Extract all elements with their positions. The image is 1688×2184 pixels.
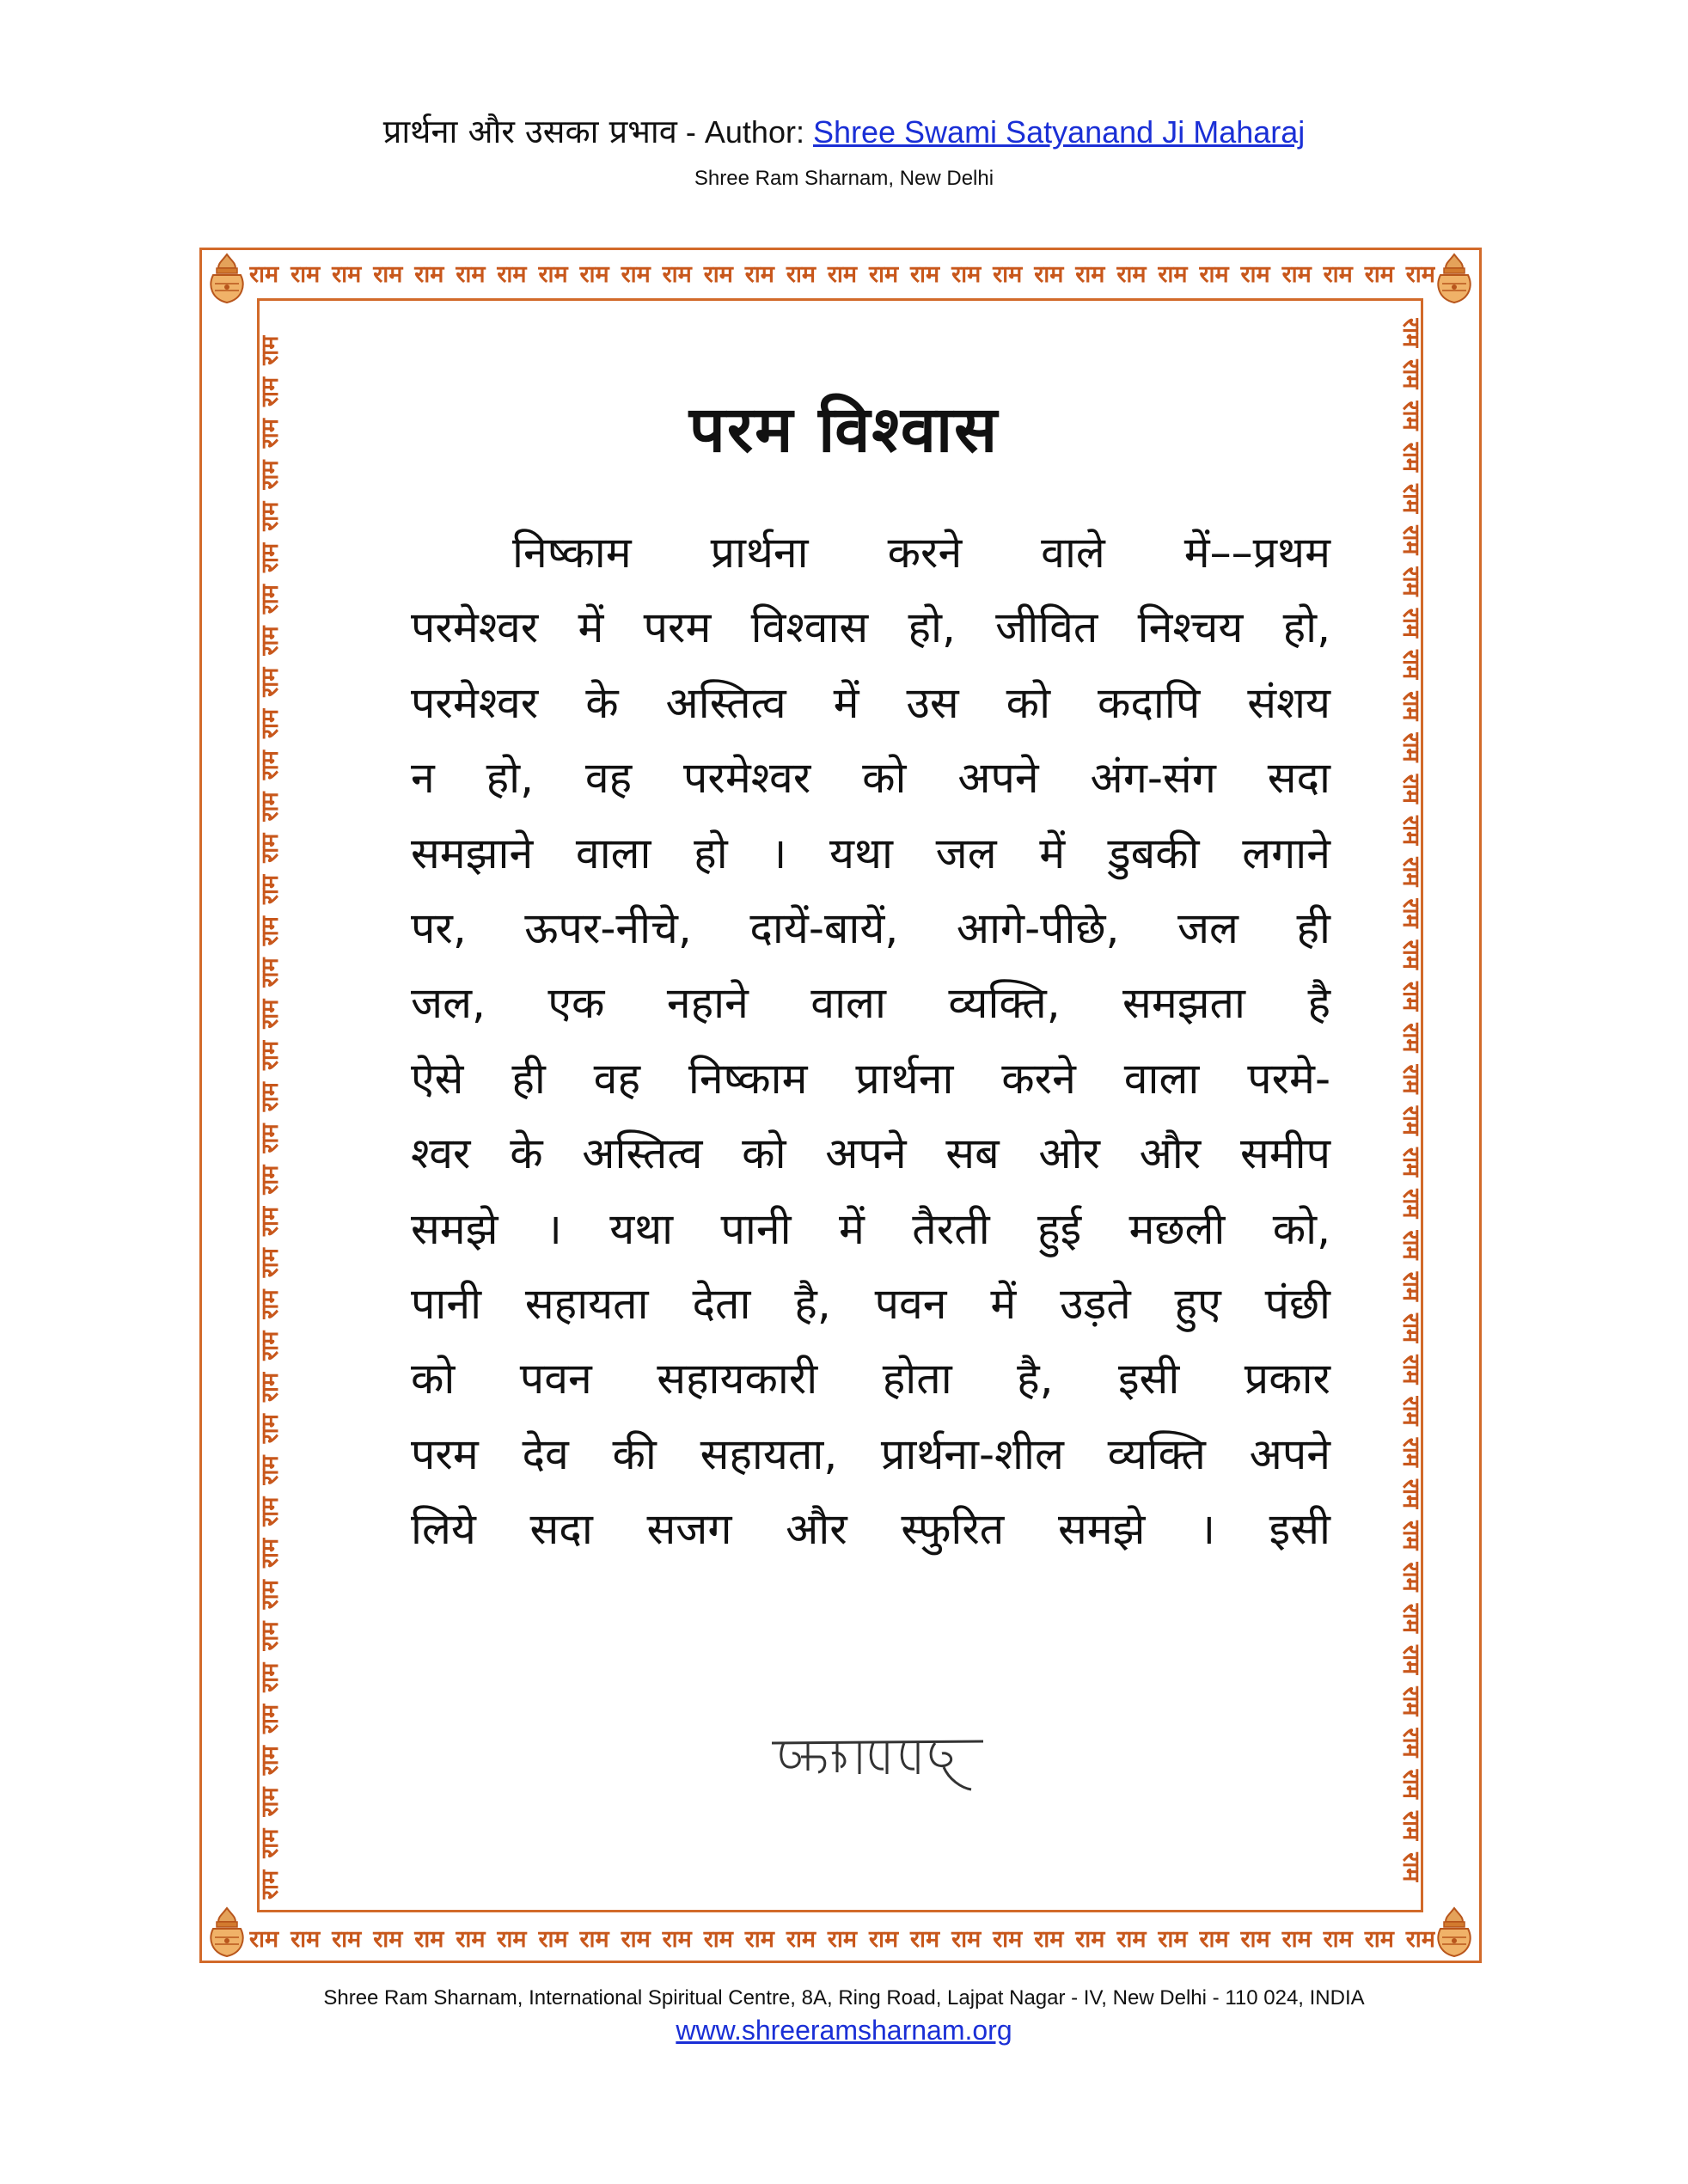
border-ram-word: राम (256, 1787, 284, 1817)
border-ram-left (248, 335, 288, 1900)
border-ram-word: राम (256, 1580, 284, 1610)
border-ram-word: राम (414, 260, 444, 288)
border-ram-word: राम (1158, 1925, 1188, 1953)
border-ram-word: राम (703, 1925, 733, 1953)
border-ram-word: राम (868, 260, 899, 288)
border-ram-word: राम (1397, 1064, 1425, 1094)
body-line: निष्काम प्रार्थना करने वाले में––प्रथम (512, 528, 1330, 578)
border-ram-word: राम (256, 1289, 284, 1319)
border-ram-word: राम (1397, 1520, 1425, 1551)
border-ram-word: राम (414, 1925, 444, 1953)
border-ram-word: राम (373, 1925, 403, 1953)
border-ram-word: राम (993, 260, 1023, 288)
border-ram-word: राम (1240, 260, 1270, 288)
border-ram-word: राम (1397, 1355, 1425, 1385)
border-ram-word: राम (1397, 1437, 1425, 1467)
body-line: लिये सदा सजग और स्फुरित समझे । इसी (411, 1504, 1330, 1555)
border-ram-word: राम (1240, 1925, 1270, 1953)
footer-website (0, 2013, 1688, 2047)
border-ram-word: राम (256, 335, 284, 365)
border-ram-word: राम (497, 260, 527, 288)
border-ram-word: राम (256, 1206, 284, 1236)
author-link[interactable]: Shree Swami Satyanand Ji Maharaj (812, 114, 1306, 150)
border-ram-word: राम (1397, 1189, 1425, 1219)
kalash-icon (203, 251, 251, 306)
border-ram-word: राम (1281, 1925, 1312, 1953)
border-ram-word: राम (256, 460, 284, 490)
border-ram-word: राम (621, 260, 651, 288)
border-ram-word: राम (256, 1869, 284, 1900)
body-line: श्वर के अस्तित्व को अपने सब ओर और समीप (411, 1129, 1330, 1179)
border-ram-word: राम (256, 1621, 284, 1651)
border-ram-word: राम (256, 1538, 284, 1568)
border-ram-word: राम (951, 260, 982, 288)
border-ram-word: राम (256, 376, 284, 407)
border-ram-word: राम (1397, 898, 1425, 928)
border-ram-word: राम (1199, 1925, 1229, 1953)
border-ram-word: राम (1364, 1925, 1394, 1953)
border-ram-word: राम (256, 792, 284, 822)
border-ram-word: राम (1397, 732, 1425, 762)
body-line: समझाने वाला हो । यथा जल में डुबकी लगाने (411, 828, 1330, 878)
header-subtitle: Shree Ram Sharnam, New Delhi (694, 167, 994, 190)
border-ram-word: राम (1397, 484, 1425, 514)
border-ram-word: राम (256, 916, 284, 946)
border-ram-word: राम (910, 260, 940, 288)
website-link[interactable]: www.shreeramsharnam.org (676, 2015, 1012, 2046)
body-line: परम देव की सहायता, प्रार्थना-शील व्यक्ति अपने (411, 1428, 1330, 1479)
border-ram-word: राम (1397, 318, 1425, 348)
border-ram-word: राम (868, 1925, 899, 1953)
border-ram-word: राम (1116, 260, 1147, 288)
border-ram-word: राम (910, 1925, 940, 1953)
border-ram-word: राम (621, 1925, 651, 1953)
border-ram-word: राम (1397, 1313, 1425, 1343)
body-line: पर, ऊपर-नीचे, दायें-बायें, आगे-पीछे, जल ही (411, 902, 1330, 953)
border-ram-word: राम (256, 999, 284, 1029)
border-ram-word: राम (291, 1925, 321, 1953)
border-ram-word: राम (1034, 1925, 1064, 1953)
border-ram-word: राम (703, 260, 733, 288)
border-ram-word: राम (256, 1040, 284, 1070)
border-ram-word: राम (1397, 442, 1425, 472)
border-ram-word: राम (1397, 939, 1425, 970)
border-ram-word: राम (1397, 1811, 1425, 1841)
border-ram-word: राम (256, 584, 284, 615)
border-ram-word: राम (579, 260, 609, 288)
border-ram-top (249, 253, 1435, 292)
border-ram-word: राम (1405, 260, 1435, 288)
border-ram-word: राम (256, 1496, 284, 1526)
kalash-icon (1430, 251, 1478, 306)
border-ram-word: राम (951, 1925, 982, 1953)
border-ram-word: राम (1397, 1271, 1425, 1301)
border-ram-word: राम (1397, 1230, 1425, 1260)
body-line: को पवन सहायकारी होता है, इसी प्रकार (411, 1354, 1330, 1404)
border-ram-word: राम (1397, 1645, 1425, 1675)
border-ram-bottom (249, 1918, 1435, 1957)
body-line: जल, एक नहाने वाला व्यक्ति, समझता है (411, 978, 1330, 1029)
body-line: पानी सहायता देता है, पवन में उड़ते हुए पंछी (411, 1278, 1330, 1329)
border-ram-word: राम (1397, 650, 1425, 680)
border-ram-word: राम (256, 1372, 284, 1402)
border-ram-word: राम (1397, 1479, 1425, 1509)
border-ram-word: राम (1158, 260, 1188, 288)
border-ram-word: राम (1397, 1603, 1425, 1633)
border-ram-word: राम (256, 1123, 284, 1153)
border-ram-word: राम (1397, 1147, 1425, 1178)
border-ram-word: राम (827, 1925, 858, 1953)
border-ram-word: राम (332, 1925, 362, 1953)
author-prefix: - Author: (676, 114, 813, 150)
border-ram-word: राम (256, 1331, 284, 1361)
border-ram-word: राम (256, 626, 284, 656)
border-ram-word: राम (256, 750, 284, 780)
border-ram-word: राम (456, 260, 486, 288)
border-ram-word: राम (373, 260, 403, 288)
border-ram-word: राम (1397, 359, 1425, 389)
border-ram-word: राम (256, 1082, 284, 1112)
border-ram-word: राम (1397, 566, 1425, 596)
body-line: समझे । यथा पानी में तैरती हुई मछली को, (411, 1203, 1330, 1254)
border-ram-word: राम (662, 260, 692, 288)
border-ram-right (1393, 318, 1433, 1882)
kalash-icon (203, 1905, 251, 1960)
border-ram-word: राम (256, 1248, 284, 1278)
border-ram-word: राम (256, 1746, 284, 1776)
border-ram-word: राम (1397, 1105, 1425, 1135)
border-ram-word: राम (1397, 401, 1425, 431)
border-ram-word: राम (256, 419, 284, 449)
border-ram-word: राम (1397, 1396, 1425, 1426)
article-body (411, 516, 1330, 1567)
border-ram-word: राम (249, 1925, 279, 1953)
border-ram-word: राम (256, 957, 284, 988)
border-ram-word: राम (538, 260, 568, 288)
border-ram-word: राम (256, 1828, 284, 1858)
border-ram-word: राम (1075, 1925, 1105, 1953)
border-ram-word: राम (1199, 260, 1229, 288)
kalash-icon (1430, 1905, 1478, 1960)
body-line: परमेश्वर में परम विश्वास हो, जीवित निश्चय हो, (411, 603, 1330, 653)
border-ram-word: राम (1405, 1925, 1435, 1953)
border-ram-word: राम (1397, 857, 1425, 887)
border-ram-word: राम (1397, 774, 1425, 804)
article-title: परम विश्वास (688, 393, 1000, 467)
border-ram-word: राम (1397, 691, 1425, 721)
border-ram-word: राम (993, 1925, 1023, 1953)
footer-address: Shree Ram Sharnam, International Spiritual Centre, 8A, Ring Road, Lajpat Nagar - IV, New Delhi - 110 024, INDIA (323, 1986, 1365, 2010)
border-ram-word: राम (256, 1165, 284, 1195)
border-ram-word: राम (256, 708, 284, 738)
border-ram-word: राम (256, 667, 284, 697)
border-ram-word: राम (256, 501, 284, 531)
border-ram-word: राम (1397, 1769, 1425, 1799)
border-ram-word: राम (256, 833, 284, 863)
border-ram-word: राम (786, 260, 816, 288)
border-ram-word: राम (332, 260, 362, 288)
border-ram-word: राम (256, 1662, 284, 1692)
body-line: ऐसे ही वह निष्काम प्रार्थना करने वाला परमे- (411, 1053, 1330, 1104)
border-ram-word: राम (1397, 816, 1425, 846)
border-ram-word: राम (249, 260, 279, 288)
border-ram-word: राम (256, 874, 284, 904)
border-ram-word: राम (1397, 1852, 1425, 1882)
body-line: न हो, वह परमेश्वर को अपने अंग-संग सदा (411, 753, 1330, 804)
body-line: परमेश्वर के अस्तित्व में उस को कदापि संशय (411, 677, 1330, 728)
border-ram-word: राम (1397, 982, 1425, 1012)
border-ram-word: राम (1397, 525, 1425, 555)
page-header (0, 110, 1688, 154)
border-ram-word: राम (1397, 1562, 1425, 1592)
border-ram-word: राम (1323, 1925, 1353, 1953)
border-ram-word: राम (662, 1925, 692, 1953)
border-ram-word: राम (538, 1925, 568, 1953)
border-ram-word: राम (456, 1925, 486, 1953)
border-ram-word: राम (1281, 260, 1312, 288)
border-ram-word: राम (1397, 1728, 1425, 1758)
border-ram-word: राम (256, 1414, 284, 1444)
border-ram-word: राम (256, 542, 284, 572)
border-ram-word: राम (744, 1925, 774, 1953)
border-ram-word: राम (1116, 1925, 1147, 1953)
border-ram-word: राम (1075, 260, 1105, 288)
border-ram-word: राम (1364, 260, 1394, 288)
border-ram-word: राम (256, 1455, 284, 1485)
border-ram-word: राम (1323, 260, 1353, 288)
border-ram-word: राम (1034, 260, 1064, 288)
border-ram-word: राम (497, 1925, 527, 1953)
border-ram-word: राम (256, 1704, 284, 1734)
header-title-hindi: प्रार्थना और उसका प्रभाव (382, 113, 677, 150)
border-ram-word: राम (1397, 1686, 1425, 1716)
border-ram-word: राम (291, 260, 321, 288)
border-ram-word: राम (744, 260, 774, 288)
signature-satyanand (767, 1719, 990, 1796)
border-ram-word: राम (1397, 1023, 1425, 1053)
border-ram-word: राम (1397, 608, 1425, 638)
border-ram-word: राम (786, 1925, 816, 1953)
border-ram-word: राम (827, 260, 858, 288)
border-ram-word: राम (579, 1925, 609, 1953)
